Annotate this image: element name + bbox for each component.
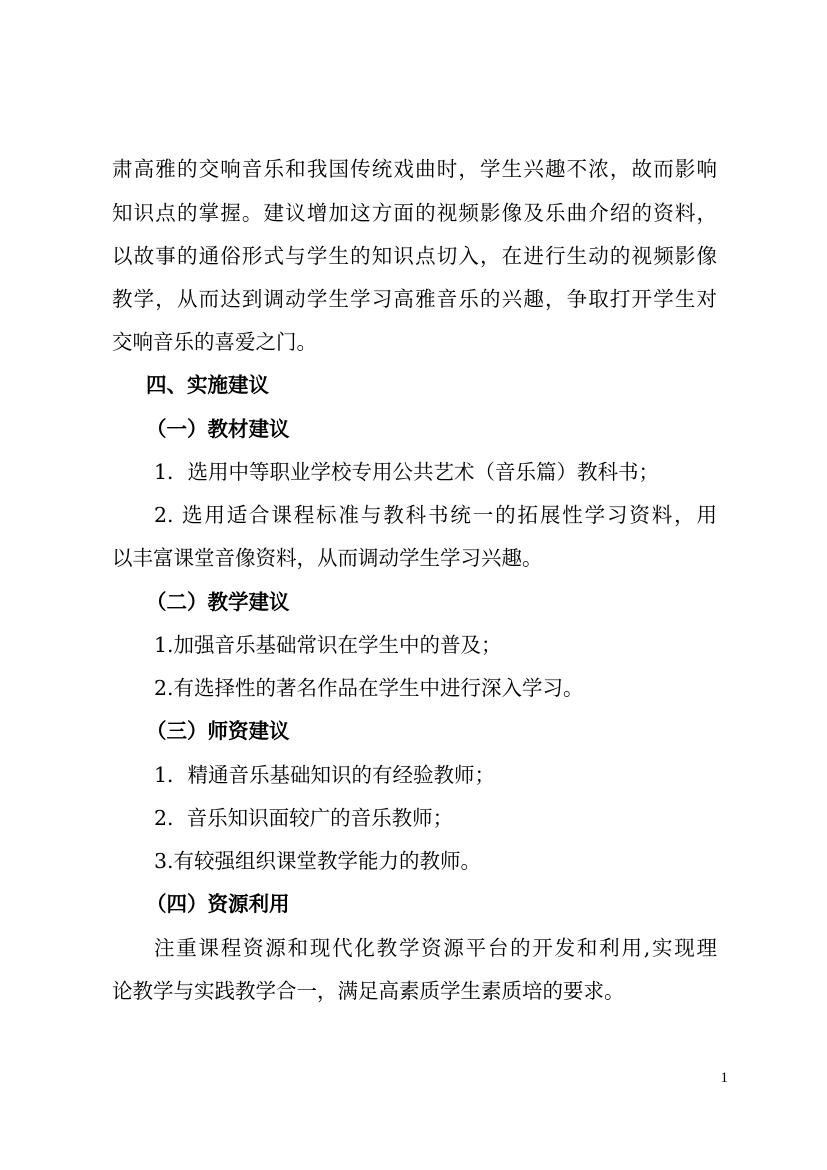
teachers-item-1: 1．精通音乐基础知识的有经验教师； (154, 763, 496, 787)
textbook-item-2-line-2: 以丰富课堂音像资料，从而调动学生学习兴趣。 (112, 546, 543, 570)
page-number: 1 (720, 1070, 728, 1086)
teachers-item-2: 2. 音乐知识面较广的音乐教师； (154, 806, 454, 830)
teachers-item-3: 3.有较强组织课堂教学能力的教师。 (154, 849, 482, 873)
intro-line-4: 教学，从而达到调动学生学习高雅音乐的兴趣，争取打开学生对 (112, 287, 717, 311)
subheading-teaching: （二）教学建议 (146, 590, 290, 614)
section-heading-implementation: 四、实施建议 (146, 373, 269, 397)
resources-line-1: 注重课程资源和现代化教学资源平台的开发和利用,实现理 (154, 936, 717, 960)
textbook-item-1: 1．选用中等职业学校专用公共艺术（音乐篇）教科书； (154, 460, 660, 484)
textbook-item-2-line-1: 2. 选用适合课程标准与教科书统一的拓展性学习资料，用 (154, 503, 717, 527)
subheading-resources: （四）资源利用 (146, 892, 290, 916)
teaching-item-2: 2.有选择性的著名作品在学生中进行深入学习。 (154, 676, 584, 700)
subheading-textbook: （一）教材建议 (146, 417, 290, 441)
intro-line-1: 肃高雅的交响音乐和我国传统戏曲时，学生兴趣不浓，故而影响 (112, 157, 717, 181)
intro-line-5: 交响音乐的喜爱之门。 (112, 330, 317, 354)
intro-line-3: 以故事的通俗形式与学生的知识点切入，在进行生动的视频影像 (112, 244, 717, 268)
resources-line-2: 论教学与实践教学合一，满足高素质学生素质培的要求。 (112, 979, 625, 1003)
teaching-item-1: 1.加强音乐基础常识在学生中的普及； (154, 633, 502, 657)
intro-line-2: 知识点的掌握。建议增加这方面的视频影像及乐曲介绍的资料， (112, 201, 717, 225)
subheading-teachers: （三）师资建议 (146, 719, 290, 743)
